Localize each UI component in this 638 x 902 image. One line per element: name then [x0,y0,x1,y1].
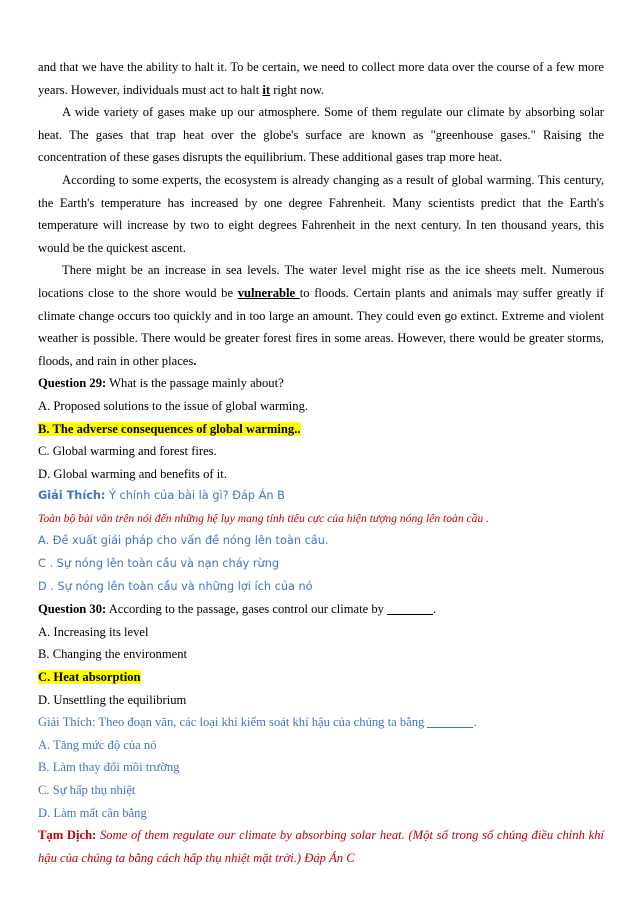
q29-trans-d: D . Sự nóng lên toàn cầu và những lợi ích của nó [38,579,313,593]
q30-option-c [38,666,604,689]
q30-explanation: Giải Thích: Theo đoạn văn, các loại khí kiểm soát khí hậu của chúng ta bằng . [38,715,477,730]
q29-correct-answer: B. The adverse consequences of global warming.. [38,421,301,436]
q30-option-b: B. Changing the environment [38,647,188,662]
vocab-word-vulnerable: vulnerable [237,285,300,300]
referent-word-it: it [262,82,271,97]
q30-trans-a: A. Tăng mức độ của nó [38,737,157,752]
answer-blank [387,600,433,615]
passage-paragraph-3: There might be an increase in sea levels. The water level might rise as the ice sheets melt. Numerous locations close to the shore would be vulnerable to floods. Certain plants and animals may suffer greatly if climate change occurs too quickly and in too large an amount. They could even go extinct. Extreme and violent weather is possible. There would be greater forest fires in some areas. However, there would be greater storms, floods, and rain in other places. [38,263,604,368]
q30-option-d: D. Unsettling the equilibrium [38,692,187,707]
q29-trans-a: A. Đề xuất giải pháp cho vấn đề nóng lên toàn cầu. [38,534,329,548]
q30-trans-c: C. Sự hấp thụ nhiệt [38,783,136,797]
question-30-label: Question 30: [38,602,107,617]
question-30: Question 30: According to the passage, gases control our climate by . [38,602,437,617]
q29-trans-c: C . Sự nóng lên toàn cầu và nạn cháy rừng [38,557,280,571]
q29-explanation: Giải Thích: Ý chính của bài là gì? Đáp Án B [38,489,285,503]
q30-correct-answer: C. Heat absorption [38,670,141,685]
q30-trans-b: B. Làm thay đổi môi trường [38,760,180,775]
q29-option-a: A. Proposed solutions to the issue of global warming. [38,398,309,413]
q29-option-c: C. Global warming and forest fires. [38,444,217,459]
q30-tam-dich: Tạm Dịch: Some of them regulate our climate by absorbing solar heat. (Một số trong số chúng điều chỉnh khí hậu của chúng ta bằng cách hấp thụ nhiệt mặt trời.) Đáp Án C [38,828,605,865]
tam-dich-label: Tạm Dịch: [38,828,97,843]
q29-option-d: D. Global warming and benefits of it. [38,466,227,481]
q30-trans-d: D. Làm mất cân bằng [38,805,147,820]
passage-paragraph-1: A wide variety of gases make up our atmosphere. Some of them regulate our climate by absorbing solar heat. The gases that trap heat over the globe's surface are known as "greenhouse gases." Raising the concentration of these gases disrupts the equilibrium. These additional gases trap more heat. [38,105,604,165]
explanation-blank [427,713,473,728]
question-29-label: Question 29: [38,376,107,391]
passage-paragraph-0: and that we have the ability to halt it. To be certain, we need to collect more data over the course of a few more years. However, individuals must act to halt it right now. [38,60,604,97]
question-29: Question 29: What is the passage mainly about? [38,376,284,391]
q29-translation: Toàn bộ bài văn trên nói đến những hệ lụy mang tính tiêu cực của hiện tượng nóng lên toàn cầu . [38,511,490,525]
q30-option-a: A. Increasing its level [38,624,149,639]
passage-paragraph-2: According to some experts, the ecosystem is already changing as a result of global warming. This century, the Earth's temperature has increased by one degree Fahrenheit. Many scientists predict that the Earth's temperature will increase by two to eight degrees Fahrenheit in the next century. In ten thousand years, this would be the quickest ascent. [38,172,604,255]
q29-option-b [38,418,604,441]
document-page [38,56,604,869]
